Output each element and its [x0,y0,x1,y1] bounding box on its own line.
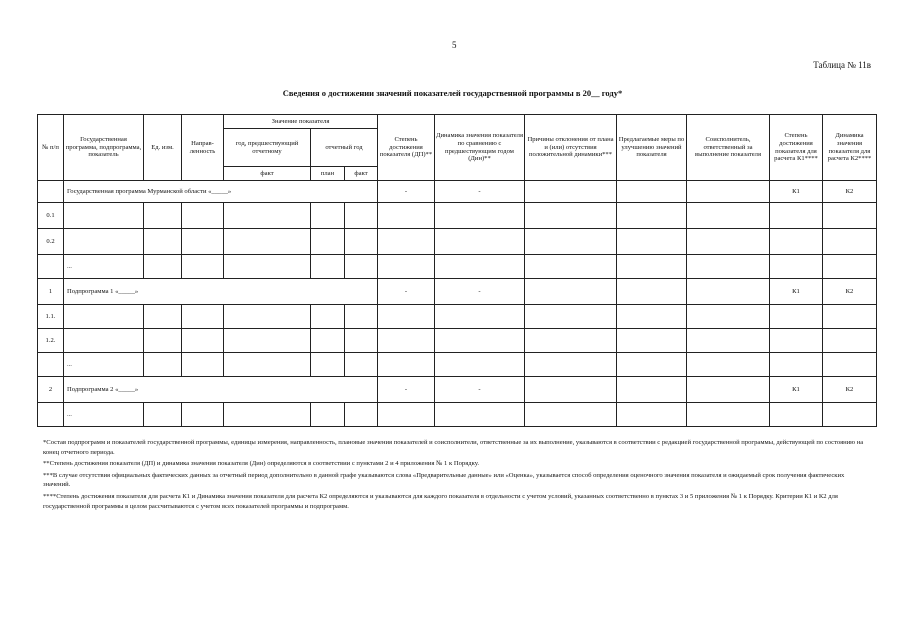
table-row [38,353,877,377]
footnote-2: **Степень достижения показателя (ДП) и динамика значения показателя (Дин) определяются в соответствии с пунктами 2 и 4 приложения № 1 к Порядку. [43,460,479,468]
cell-k1: К1 [770,279,823,305]
header-fact: факт [345,167,378,181]
cell-dp: - [378,181,435,203]
header-plan: план [311,167,345,181]
header-program: Государственная программа, подпрограмма, показатель [64,115,144,181]
header-direction: Направ-ленность [182,115,224,181]
table-row [38,229,877,255]
table-row [38,203,877,229]
table-row [38,403,877,427]
table-row [38,329,877,353]
table-label: Таблица № 11в [813,60,871,70]
state-program-label: Государственная программа Мурманской области «_____» [64,181,378,203]
subprogram-1-label: Подпрограмма 1 «_____» [64,279,378,305]
header-coexec: Соисполнитель, ответственный за выполнение показателя [687,115,770,181]
row-number: 1.1. [38,305,64,329]
row-ellipsis: ... [64,403,144,427]
cell-k2: К2 [823,181,877,203]
cell-din: - [435,377,525,403]
row-number: 1 [38,279,64,305]
row-number: 0.1 [38,203,64,229]
footnote-4: ****Степень достижения показателя для расчета К1 и Динамика значения показателя для расчета К2 определяются и указываются для каждого показателя в отдельности с учетом условий, указанных соответственно в пунктах 3 и 5 приложения № 1 к Порядку. Критерии К1 и К2 для государственной программы в целом рассчитываются с учетом всех показателей программы и подпрограмм. [43,492,838,510]
header-din: Динамика значения показателя по сравнению с предшествующим годом (Дин)** [435,115,525,181]
header-k1: Степень достижения показателя для расчета К1**** [770,115,823,181]
header-num: № п/п [38,115,64,181]
cell-dp: - [378,377,435,403]
cell-k1: К1 [770,181,823,203]
row-ellipsis: ... [64,255,144,279]
header-unit: Ед. изм. [144,115,182,181]
header-value-group: Значение показателя [224,115,378,129]
header-report-year: отчетный год [311,129,378,167]
header-k2: Динамика значения показателя для расчета К2**** [823,115,877,181]
header-prev-year: год, предшествующий отчетному [224,129,311,167]
cell-k1: К1 [770,377,823,403]
row-number: 0.2 [38,229,64,255]
footnote-1: *Состав подпрограмм и показателей государственной программы, единицы измерения, направленность, плановые значения показателей и соисполнители, ответственные за их выполнение, указываются в соответствии с редакцией государственной программы, действующей по состоянию на конец отчетного периода. [43,439,864,456]
header-dp: Степень достижения показателя (ДП)** [378,115,435,181]
header-reasons: Причины отклонения от плана и (или) отсутствия положительной динамики*** [525,115,617,181]
subprogram-2-label: Подпрограмма 2 «_____» [64,377,378,403]
cell-din: - [435,181,525,203]
header-measures: Предлагаемые меры по улучшению значений показателя [617,115,687,181]
footnotes [43,438,873,513]
indicators-table [37,114,877,427]
header-fact-prev: факт [224,167,311,181]
footnote-3: ***В случае отсутствия официальных фактических данных за отчетный период дополнительно в данной графе указываются слова «Предварительные данные» или «Оценка», указывается способ определения оценочного значения показателя и ожидаемый срок получения фактических значений. [43,471,845,489]
row-number: 1.2. [38,329,64,353]
table-row-subprogram-1 [38,279,877,305]
cell-k2: К2 [823,279,877,305]
row-number: 2 [38,377,64,403]
table-row-state-program [38,181,877,203]
table-row [38,255,877,279]
table-row [38,305,877,329]
row-ellipsis: ... [64,353,144,377]
table-row-subprogram-2 [38,377,877,403]
header-row-1 [38,115,877,129]
page-number: 5 [452,40,457,50]
cell-k2: К2 [823,377,877,403]
cell-din: - [435,279,525,305]
cell-dp: - [378,279,435,305]
document-title: Сведения о достижении значений показателей государственной программы в 20__ году* [282,88,623,98]
